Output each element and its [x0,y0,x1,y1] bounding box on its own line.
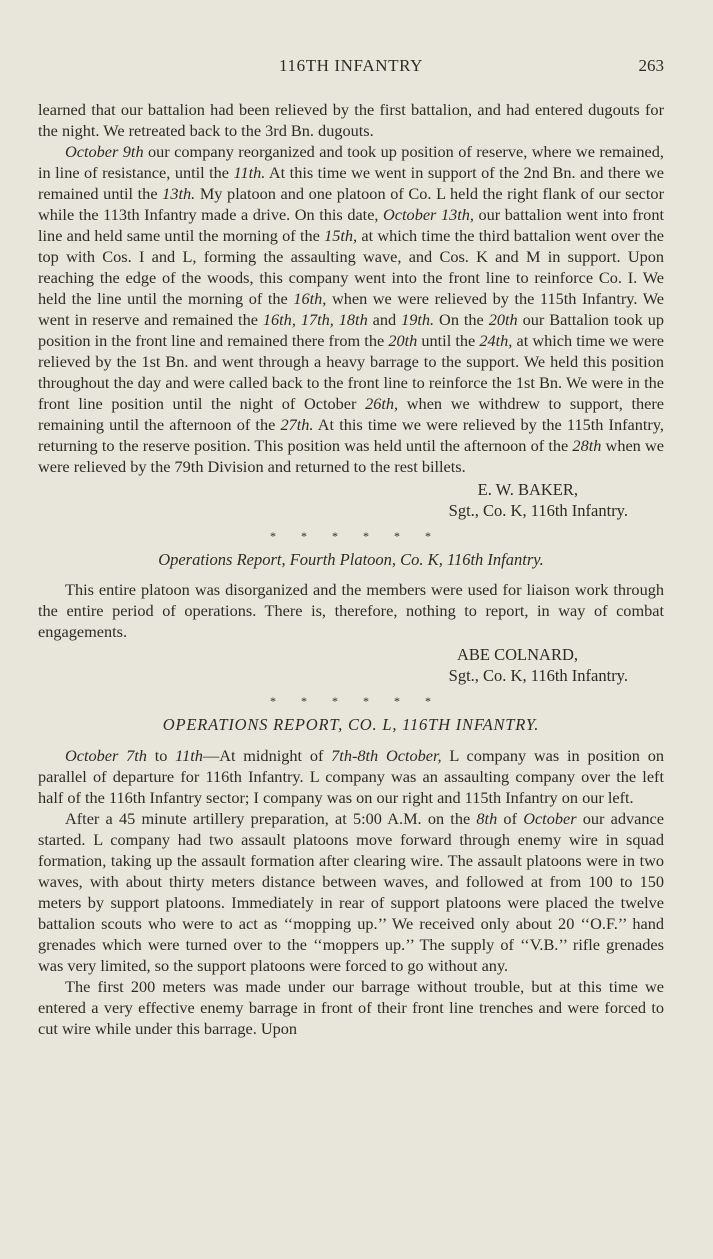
italic-text: 7th-8th October, [331,746,442,765]
italic-text: October 7th [65,746,147,765]
report1-paragraph-1: learned that our battalion had been relieved by the first battalion, and had entered dugouts for the night. We retreated back to the 3rd Bn. dugouts. [38,100,664,140]
italic-text: 11th [175,746,203,765]
italic-text: 28th [572,436,602,455]
page-body [38,99,664,1039]
text-run: until the [417,331,480,350]
italic-text: 19th. [401,310,435,329]
text-run: —At midnight of [202,746,332,765]
text-run: when we were relieved by the 115th Infantry. We went in reserve and remained the [38,289,664,329]
text-run: our Battalion took up position in the front line and remained there from the [38,310,665,350]
italic-text: 8th [476,809,498,828]
italic-text: 20th [488,310,518,329]
report3-heading: OPERATIONS REPORT, CO. L, 116TH INFANTRY. [162,715,540,734]
text-run: L company was in position on parallel of departure for 116th Infantry. L company was an assaulting company over the left half of the 116th Infantry sector; I company was on our right and 115th Infantry on our left. [38,746,664,807]
text-run: our battalion went into front line and held same until the morning of the [38,205,664,245]
italic-text: 16th, 17th, 18th [262,310,368,329]
italic-text: October 9th [65,142,144,161]
signature-rank-2: Sgt., Co. K, 116th Infantry. [448,666,628,685]
text-run: at which time we were relieved by the 1st Bn. and went through a heavy barrage to the support. We held this position throughout the day and were called back to the front line to reinforce the 1st Bn. We were in the front line position until the night of October [38,331,664,413]
text-run: and [367,310,402,329]
italic-text: October 13th, [383,205,474,224]
header-title: 116TH INFANTRY [279,56,423,75]
report3-paragraph-3: The first 200 meters was made under our barrage without trouble, but at this time we entered a very effective enemy barrage in front of their front line trenches and were forced to cut wire while under this barrage. Upon [38,977,664,1038]
signature-rank: Sgt., Co. K, 116th Infantry. [448,501,628,520]
report2-heading: Operations Report, Fourth Platoon, Co. K, 116th Infantry. [158,550,544,569]
text-run: of [497,809,524,828]
text-run: At this time we were relieved by the 115th Infantry, returning to the reserve position. This position was held until the afternoon of the [38,415,664,455]
running-header [38,56,664,80]
italic-text: 16th, [293,289,327,308]
italic-text: October [523,809,577,828]
text-run: our company reorganized and took up position of reserve, where we remained, in line of resistance, until the [38,142,664,182]
report3-paragraph-2 [38,808,664,976]
signature-name: E. W. BAKER, [477,480,578,499]
report3-paragraph-1 [38,745,664,808]
italic-text: 15th, [324,226,358,245]
text-run: to [146,746,176,765]
section-separator: * * * * * * [270,529,442,543]
text-run: My platoon and one platoon of Co. L held the right flank of our sector while the 113th Infantry made a drive. On this date, [38,184,664,224]
signature-name-2: ABE COLNARD, [456,645,578,664]
text-run: when we withdrew to support, there remaining until the afternoon of the [38,394,664,434]
text-run: On the [434,310,489,329]
report2-paragraph: This entire platoon was disorganized and the members were used for liaison work through the entire period of operations. There is, therefore, nothing to report, in way of combat engagements. [38,580,664,641]
italic-text: 27th. [280,415,314,434]
section-separator-2: * * * * * * [270,694,442,708]
italic-text: 11th. [233,163,266,182]
italic-text: 13th. [162,184,196,203]
report1-paragraph-2 [38,141,664,477]
text-run: At this time we went in support of the 2nd Bn. and there we remained until the [38,163,664,203]
italic-text: 26th, [365,394,399,413]
page-number: 263 [638,56,664,75]
italic-text: 24th, [479,331,513,350]
text-run: at which time the third battalion went over the top with Cos. I and L, forming the assaulting wave, and Cos. K and M in support. Upon reaching the edge of the woods, this company went into the front line to reinforce Co. I. We held the line until the morning of the [38,226,664,308]
text-run: After a 45 minute artillery preparation, at 5:00 A.M. on the [65,809,477,828]
text-run: when we were relieved by the 79th Division and returned to the rest billets. [38,436,664,476]
italic-text: 20th [388,331,418,350]
text-run: our advance started. L company had two assault platoons move forward through enemy wire in squad formation, taking up the assault formation after clearing wire. The assault platoons were in two waves, with about thirty meters distance between waves, and followed at from 100 to 150 meters by support platoons. Immediately in rear of support platoons were placed the twelve battalion scouts who were to act as ‘‘mopping up.’’ We received only about 20 ‘‘O.F.’’ hand grenades which were turned over to the ‘‘moppers up.’’ The supply of ‘‘V.B.’’ rifle grenades was very limited, so the support platoons were forced to go without any. [38,809,665,975]
